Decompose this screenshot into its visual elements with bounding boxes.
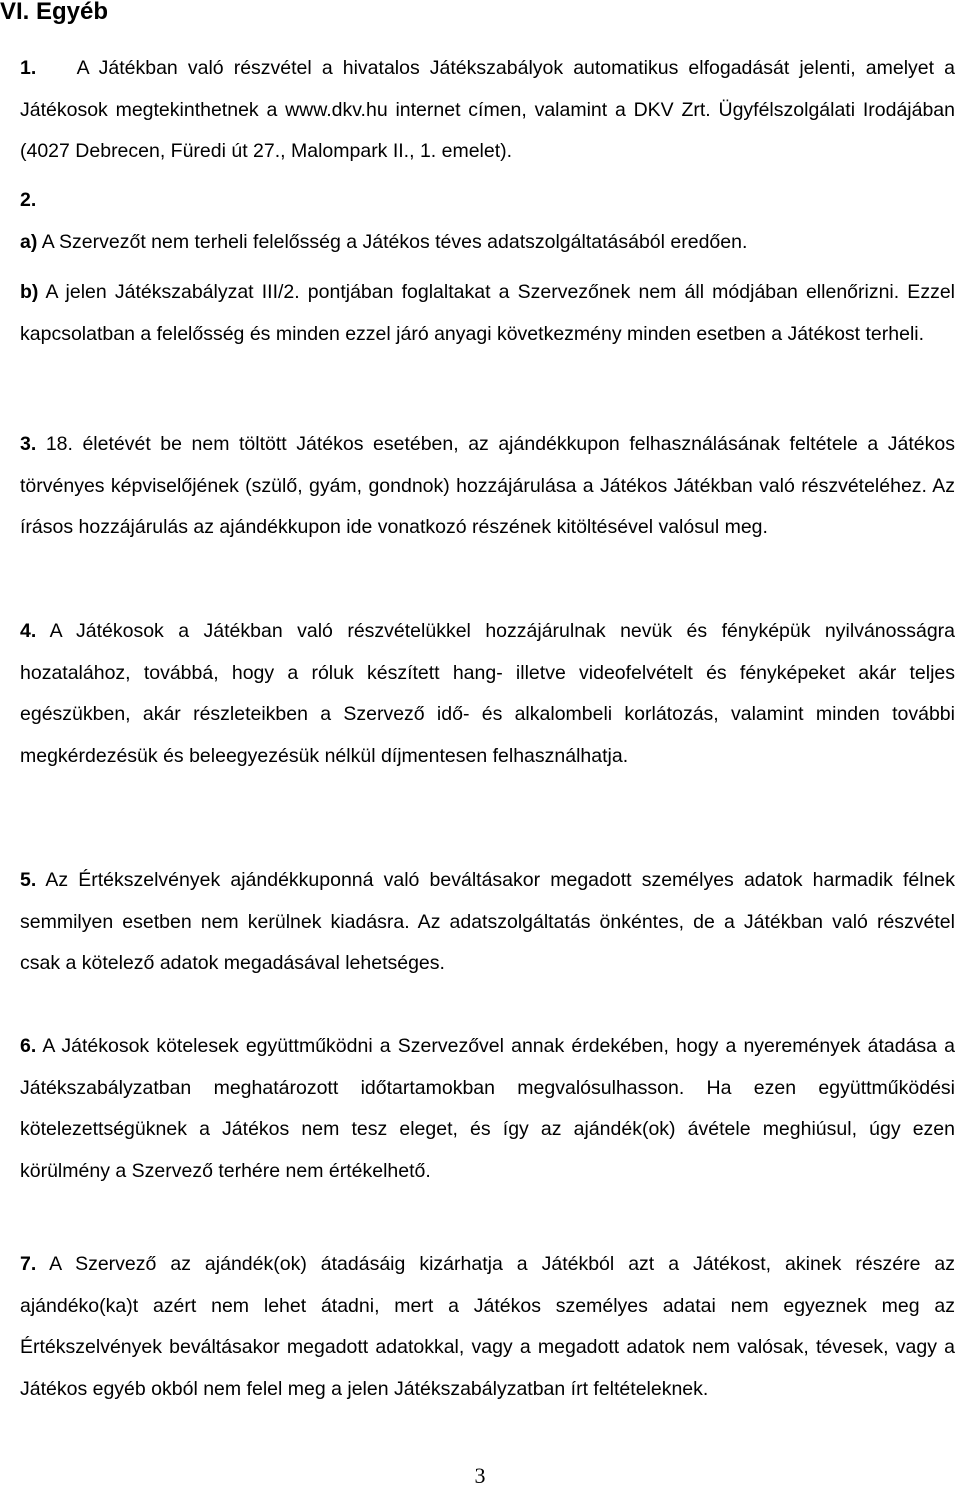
paragraph-4 (20, 611, 955, 777)
paragraph-2-number-line (20, 180, 955, 222)
paragraph-5-number: 5. (20, 869, 37, 891)
paragraph-7 (20, 1244, 955, 1410)
paragraph-2b (20, 272, 955, 355)
paragraph-6-text: A Játékosok kötelesek együttműködni a Szervezővel annak érdekében, hogy a nyeremények átadása a Játékszabályzatban meghatározott időtartamokban megvalósulhasson. Ha ezen együttműködési kötelezettségüknek a Játékos nem tesz eleget, és így az ajándék(ok) ávétele meghiúsul, úgy ezen körülmény a Szervező terhére nem értékelhető. (20, 1035, 956, 1182)
paragraph-5 (20, 860, 955, 985)
paragraph-1-text: A Játékban való részvétel a hivatalos Játékszabályok automatikus elfogadását jelenti, amelyet a Játékosok megtekinthetnek a www.dkv.hu internet címen, valamint a DKV Zrt. Ügyfélszolgálati Irodájában (4027 Debrecen, Füredi út 27., Malompark II., 1. emelet). (20, 57, 955, 162)
paragraph-6 (20, 1026, 955, 1192)
paragraph-2a-text: A Szervezőt nem terheli felelősség a Játékos téves adatszolgáltatásából eredően. (41, 231, 748, 253)
paragraph-3 (20, 424, 955, 549)
paragraph-1 (20, 48, 955, 173)
paragraph-3-number: 3. (20, 433, 37, 455)
paragraph-2b-label: b) (20, 281, 39, 303)
page-number: 3 (474, 1463, 486, 1488)
paragraph-1-number: 1. (20, 57, 37, 79)
paragraph-2b-text: A jelen Játékszabályzat III/2. pontjában foglaltakat a Szervezőnek nem áll módjában ellenőrizni. Ezzel kapcsolatban a felelősség és minden ezzel járó anyagi következmény minden esetben a Játékost terheli. (20, 281, 955, 345)
paragraph-5-text: Az Értékszelvények ajándékkuponná való beváltásakor megadott személyes adatok harmadik félnek semmilyen esetben nem kerülnek kiadásra. Az adatszolgáltatás önkéntes, de a Játékban való részvétel csak a kötelező adatok megadásával lehetséges. (20, 869, 956, 974)
paragraph-2-number: 2. (20, 189, 37, 211)
paragraph-7-text: A Szervező az ajándék(ok) átadásáig kizárhatja a Játékból azt a Játékost, akinek részére az ajándéko(ka)t azért nem lehet átadni, mert a Játékos személyes adatai nem egyeznek meg az Értékszelvények beváltásakor megadott adatokkal, vagy a megadott adatok nem valósak, tévesek, vagy a Játékos egyéb okból nem felel meg a jelen Játékszabályzatban írt feltételeknek. (20, 1253, 955, 1400)
paragraph-4-number: 4. (20, 620, 37, 642)
paragraph-3-text: 18. életévét be nem töltött Játékos esetében, az ajándékkupon felhasználásának feltétele a Játékos törvényes képviselőjének (szülő, gyám, gondnok) hozzájárulása a Játékos Játékban való részvételéhez. Az írásos hozzájárulás az ajándékkupon ide vonatkozó részének kitöltésével valósul meg. (20, 433, 955, 538)
paragraph-6-number: 6. (20, 1035, 37, 1057)
paragraph-7-number: 7. (20, 1253, 37, 1275)
paragraph-2a (20, 222, 955, 264)
paragraph-2a-label: a) (20, 231, 38, 253)
section-heading: VI. Egyéb (0, 0, 109, 25)
paragraph-4-text: A Játékosok a Játékban való részvételükkel hozzájárulnak nevük és fényképük nyilvánosságra hozatalához, továbbá, hogy a róluk készített hang- illetve videofelvételt és fényképeket akár teljes egészükben, akár részleteikben a Szervező idő- és alkalombeli korlátozás, valamint minden további megkérdezésük és beleegyezésük nélkül díjmentesen felhasználhatja. (20, 620, 956, 767)
